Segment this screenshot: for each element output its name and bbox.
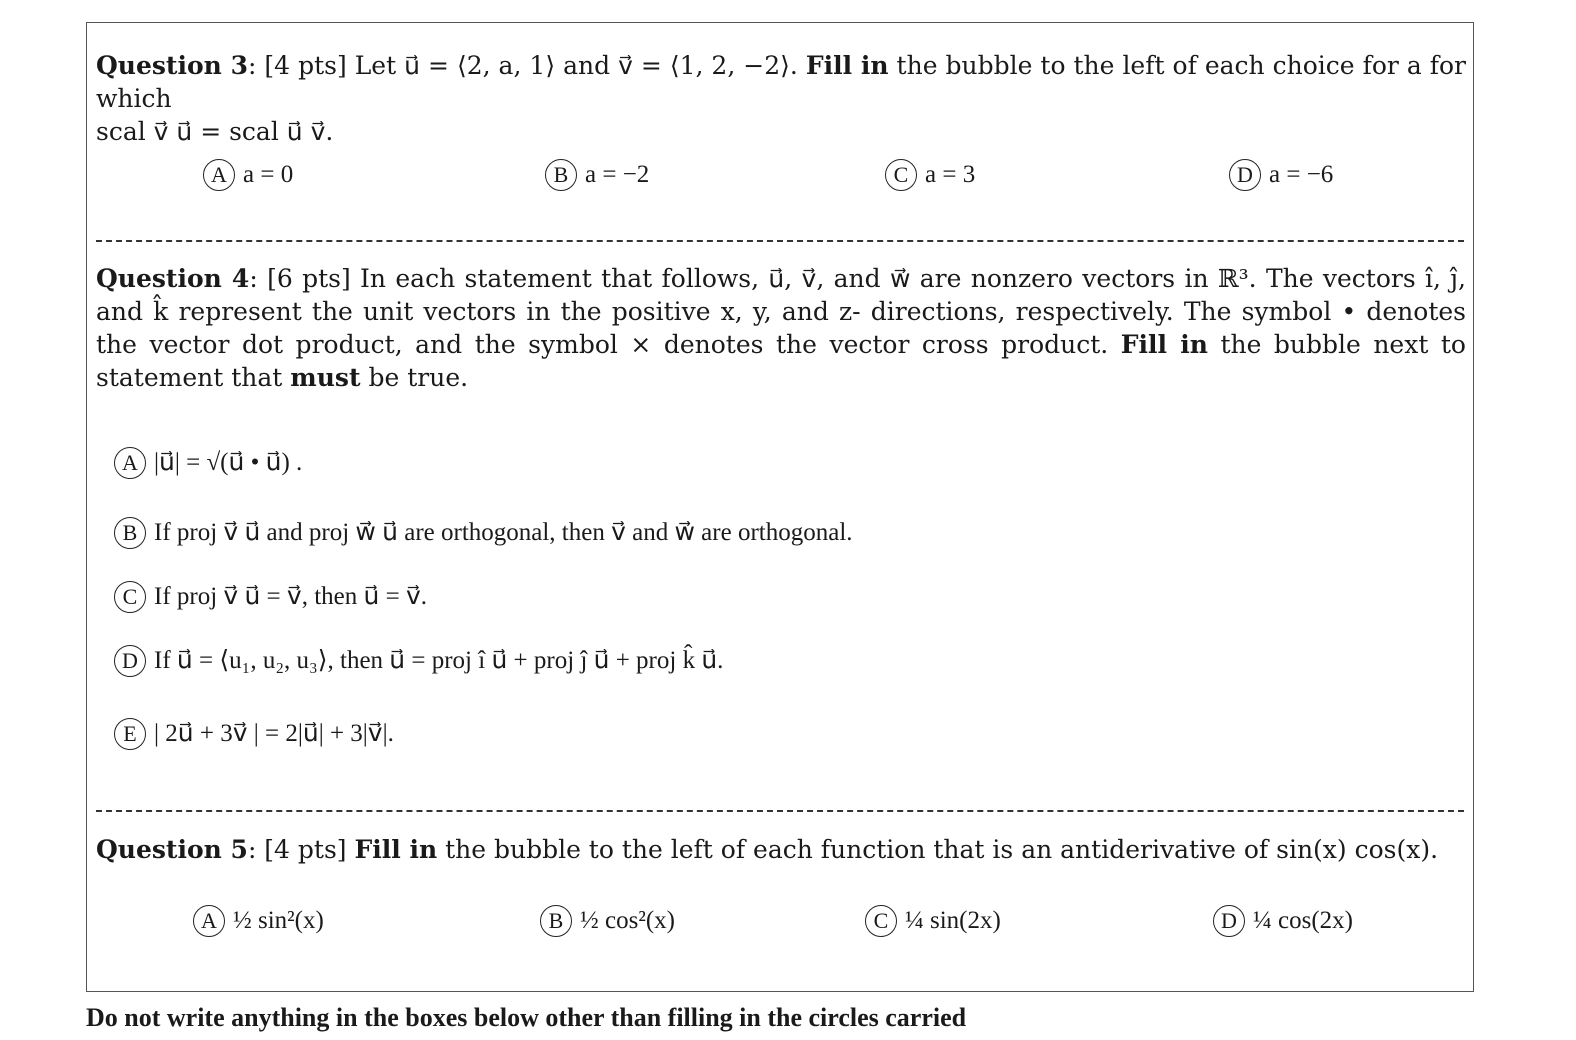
q3-option-c[interactable]: C a = 3: [885, 158, 975, 192]
question-5-title: Question 5: [96, 835, 248, 864]
bubble-d[interactable]: D: [1229, 159, 1261, 191]
question-4-title: Question 4: [96, 264, 250, 293]
bubble-b[interactable]: B: [540, 905, 572, 937]
question-3-text: Question 3: [4 pts] Let u⃗ = ⟨2, a, 1⟩ and v⃗ = ⟨1, 2, −2⟩. Fill in the bubble to the left of each choice for a for which scal v⃗ u⃗ = scal u⃗ v⃗.: [96, 51, 1467, 146]
bubble-b[interactable]: B: [114, 517, 146, 549]
q4-option-c[interactable]: C If proj v⃗ u⃗ = v⃗, then u⃗ = v⃗.: [114, 580, 427, 614]
divider: [96, 240, 1464, 242]
bubble-a[interactable]: A: [193, 905, 225, 937]
question-5-text: Question 5: [4 pts] Fill in the bubble to the left of each function that is an antiderivative of sin(x) cos(x).: [96, 835, 1439, 864]
q3-option-b[interactable]: B a = −2: [545, 158, 649, 192]
footer-partial-text: Do not write anything in the boxes below other than filling in the circles carried: [86, 1003, 967, 1032]
q4-option-b[interactable]: B If proj v⃗ u⃗ and proj w⃗ u⃗ are orthogonal, then v⃗ and w⃗ are orthogonal.: [114, 516, 853, 550]
bubble-c[interactable]: C: [885, 159, 917, 191]
bubble-d[interactable]: D: [114, 645, 146, 677]
q5-option-a[interactable]: A ½ sin²(x): [193, 904, 324, 938]
bubble-c[interactable]: C: [114, 581, 146, 613]
bubble-b[interactable]: B: [545, 159, 577, 191]
bubble-d[interactable]: D: [1213, 905, 1245, 937]
bubble-c[interactable]: C: [865, 905, 897, 937]
q5-option-d[interactable]: D ¼ cos(2x): [1213, 904, 1353, 938]
bubble-a[interactable]: A: [114, 447, 146, 479]
question-3-title: Question 3: [96, 51, 248, 80]
q5-option-c[interactable]: C ¼ sin(2x): [865, 904, 1001, 938]
q5-option-b[interactable]: B ½ cos²(x): [540, 904, 675, 938]
q4-option-d[interactable]: D If u⃗ = ⟨u₁, u₂, u₃⟩, then u⃗ = proj î u⃗ + proj ĵ u⃗ + proj k̂ u⃗.: [114, 644, 723, 678]
q3-option-d[interactable]: D a = −6: [1229, 158, 1333, 192]
q4-option-e[interactable]: E | 2u⃗ + 3v⃗ | = 2|u⃗| + 3|v⃗|.: [114, 717, 394, 751]
q3-option-a[interactable]: A a = 0: [203, 158, 293, 192]
divider: [96, 810, 1464, 812]
bubble-e[interactable]: E: [114, 718, 146, 750]
q4-option-a[interactable]: A |u⃗| = √(u⃗ • u⃗) .: [114, 446, 302, 480]
bubble-a[interactable]: A: [203, 159, 235, 191]
question-4-text: Question 4: [6 pts] In each statement that follows, u⃗, v⃗, and w⃗ are nonzero vectors in ℝ³. The vectors î, ĵ, and k̂ represent the unit vectors in the positive x, y, and z- directions, respectively. The symbol • denotes the vector dot product, and the symbol × denotes the vector cross product. Fill in the bubble next to statement that must be true.: [96, 264, 1466, 392]
question-3-condition: scal v⃗ u⃗ = scal u⃗ v⃗.: [96, 117, 334, 146]
